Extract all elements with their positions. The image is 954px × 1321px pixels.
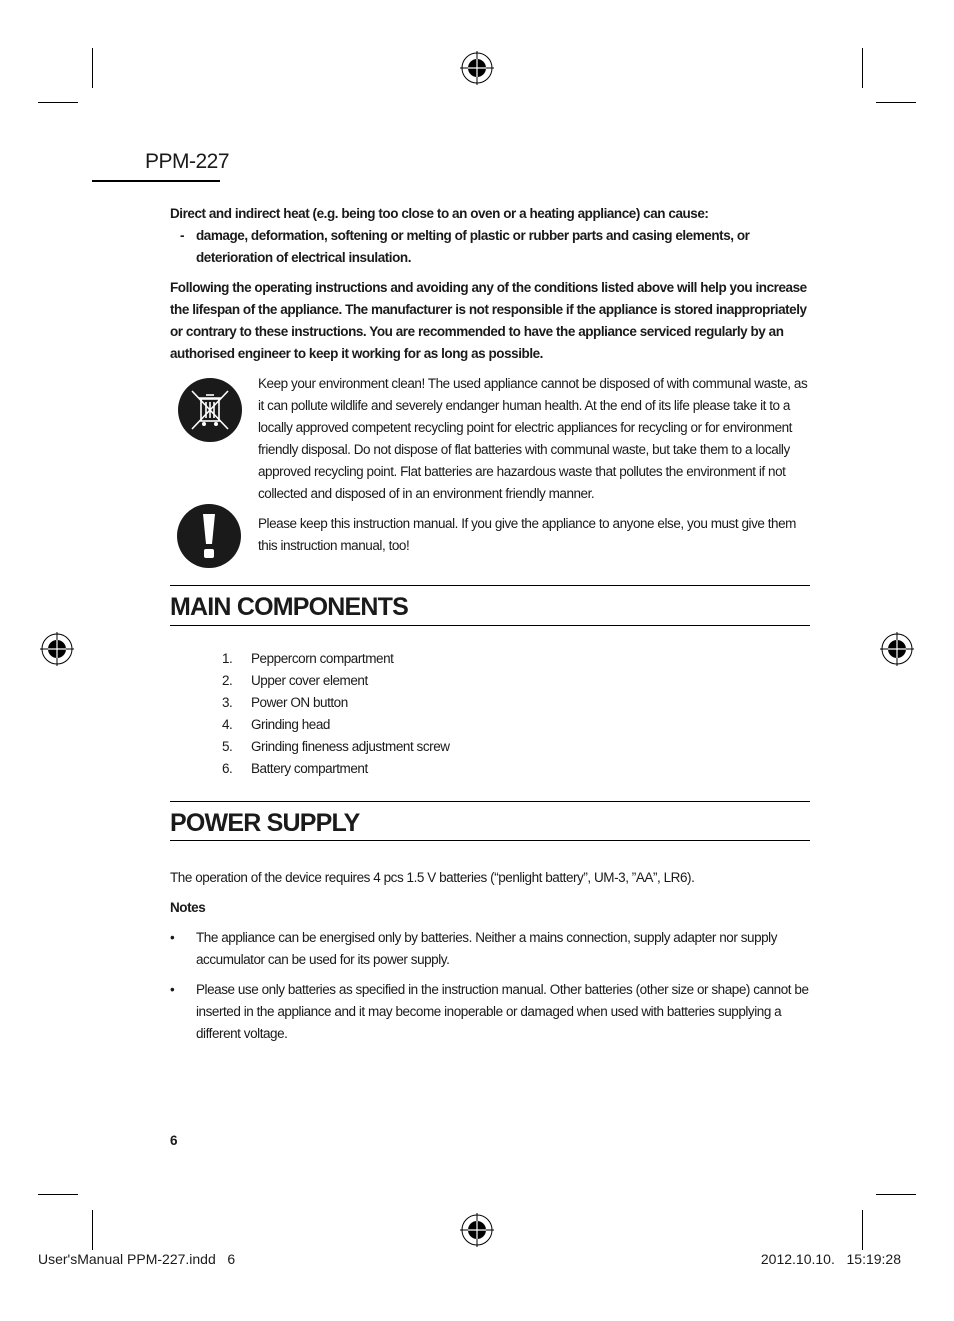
main-components-title: MAIN COMPONENTS	[170, 593, 409, 621]
registration-mark-icon	[40, 632, 74, 666]
header-rule	[92, 180, 220, 182]
components-list	[222, 648, 722, 780]
list-item	[222, 692, 722, 714]
section-rule-top	[170, 585, 810, 586]
crop-mark	[92, 48, 93, 88]
heat-intro: Direct and indirect heat (e.g. being too close to an oven or a heating appliance) can cause:	[170, 206, 709, 221]
crossed-out-wheelie-bin-icon	[178, 378, 242, 442]
crop-mark	[38, 102, 78, 103]
heat-item-text: damage, deformation, softening or melting of plastic or rubber parts and casing elements, or deterioration of electrical insulation.	[196, 228, 750, 265]
bullet-marker: •	[170, 930, 175, 945]
footer-timestamp: 2012.10.10. 15:19:28	[760, 1251, 901, 1267]
footer-file-name: User'sManual PPM-227.indd 6	[38, 1251, 236, 1267]
item-label: Power ON button	[251, 695, 348, 710]
power-supply-intro: The operation of the device requires 4 pcs 1.5 V batteries (“penlight battery”, UM-3, ”AA”, LR6).	[170, 870, 695, 885]
registration-mark-icon	[460, 51, 494, 85]
notes-label: Notes	[170, 900, 206, 915]
item-number: 2.	[222, 673, 233, 688]
item-label: Upper cover element	[251, 673, 368, 688]
list-item	[222, 714, 722, 736]
item-label: Peppercorn compartment	[251, 651, 394, 666]
crop-mark	[862, 1210, 863, 1250]
item-label: Battery compartment	[251, 761, 368, 776]
crop-mark	[92, 1210, 93, 1250]
page-number: 6	[170, 1133, 178, 1148]
crop-mark	[876, 102, 916, 103]
crop-mark	[38, 1194, 78, 1195]
note-text: The appliance can be energised only by batteries. Neither a mains connection, supply adapter nor supply accumulator can be used for its power supply.	[196, 930, 778, 967]
list-item	[222, 758, 722, 780]
environment-text: Keep your environment clean! The used appliance cannot be disposed of with communal waste, as it can pollute wildlife and severely endanger human health. At the end of its life please take it to a locally approved competent recycling point for electric appliances for recycling or for environment friendly disposal. Do not dispose of flat batteries with communal waste, but take them to a locally approved recycling point. Flat batteries are hazardous waste that pollutes the environment if not collected and disposed of in an environment friendly manner.	[258, 376, 808, 501]
item-number: 6.	[222, 761, 233, 776]
item-number: 5.	[222, 739, 233, 754]
list-item	[222, 736, 722, 758]
item-label: Grinding head	[251, 717, 330, 732]
item-label: Grinding fineness adjustment screw	[251, 739, 450, 754]
list-item	[222, 648, 722, 670]
crop-mark	[862, 48, 863, 88]
lifespan-paragraph: Following the operating instructions and avoiding any of the conditions listed above will help you increase the lifespan of the appliance. The manufacturer is not responsible if the appliance is stored inappropriately or contrary to these instructions. You are recommended to have the appliance serviced regularly by an authorised engineer to keep it working for as long as possible.	[170, 280, 807, 361]
item-number: 1.	[222, 651, 233, 666]
power-supply-title: POWER SUPPLY	[170, 809, 360, 837]
crop-mark	[876, 1194, 916, 1195]
section-rule-bottom	[170, 840, 810, 841]
list-item	[222, 670, 722, 692]
dash-marker: -	[180, 228, 185, 243]
item-number: 3.	[222, 695, 233, 710]
section-rule-bottom	[170, 625, 810, 626]
registration-mark-icon	[460, 1213, 494, 1247]
note-text: Please use only batteries as specified in the instruction manual. Other batteries (other size or shape) cannot be inserted in the appliance and it may become inoperable or damaged when used with batteries supplying a different voltage.	[196, 982, 809, 1041]
keep-manual-text: Please keep this instruction manual. If you give the appliance to anyone else, you must give them this instruction manual, too!	[258, 516, 796, 553]
registration-mark-icon	[880, 632, 914, 666]
bullet-marker: •	[170, 982, 175, 997]
item-number: 4.	[222, 717, 233, 732]
model-number: PPM-227	[145, 150, 230, 173]
exclamation-icon	[177, 504, 241, 568]
section-rule-top	[170, 801, 810, 802]
